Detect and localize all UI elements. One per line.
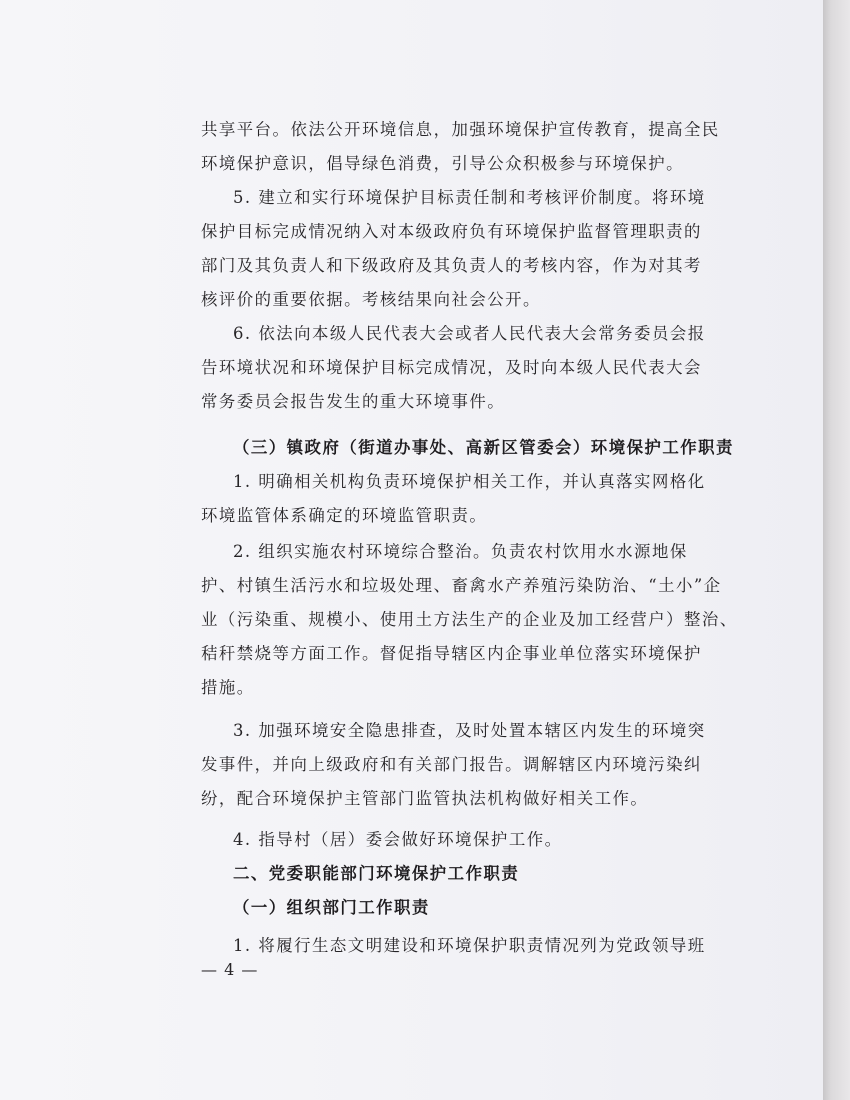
text-line: 核评价的重要依据。考核结果向社会公开。 xyxy=(201,290,541,309)
text-line: 秸秆禁烧等方面工作。督促指导辖区内企事业单位落实环境保护 xyxy=(201,644,702,663)
text-line: 3. 加强环境安全隐患排查，及时处置本辖区内发生的环境突 xyxy=(233,721,706,740)
text-line: 部门及其负责人和下级政府及其负责人的考核内容，作为对其考 xyxy=(201,256,702,275)
text-line: 共享平台。依法公开环境信息，加强环境保护宣传教育，提高全民 xyxy=(201,120,720,139)
text-line: 1. 明确相关机构负责环境保护相关工作，并认真落实网格化 xyxy=(233,472,706,491)
text-line: 措施。 xyxy=(201,678,255,697)
text-line: 常务委员会报告发生的重大环境事件。 xyxy=(201,392,506,411)
text-line: 4. 指导村（居）委会做好环境保护工作。 xyxy=(233,830,563,849)
text-line: 保护目标完成情况纳入对本级政府负有环境保护监督管理职责的 xyxy=(201,222,702,241)
section-heading: （三）镇政府（街道办事处、高新区管委会）环境保护工作职责 xyxy=(233,438,734,457)
scan-edge xyxy=(823,0,850,1100)
text-line: 1. 将履行生态文明建设和环境保护职责情况列为党政领导班 xyxy=(233,936,706,955)
text-line: 业（污染重、规模小、使用土方法生产的企业及加工经营户）整治、 xyxy=(201,610,738,629)
text-line: 告环境状况和环境保护目标完成情况，及时向本级人民代表大会 xyxy=(201,358,702,377)
text-line: 5. 建立和实行环境保护目标责任制和考核评价制度。将环境 xyxy=(233,188,706,207)
section-heading: 二、党委职能部门环境保护工作职责 xyxy=(233,864,520,883)
text-line: 2. 组织实施农村环境综合整治。负责农村饮用水水源地保 xyxy=(233,542,688,561)
text-line: 护、村镇生活污水和垃圾处理、畜禽水产养殖污染防治、“土小”企 xyxy=(201,576,722,595)
text-line: 环境保护意识，倡导绿色消费，引导公众积极参与环境保护。 xyxy=(201,154,685,173)
subsection-heading: （一）组织部门工作职责 xyxy=(233,898,430,917)
text-line: 环境监管体系确定的环境监管职责。 xyxy=(201,506,488,525)
page-number: — 4 — xyxy=(201,960,259,979)
text-line: 发事件，并向上级政府和有关部门报告。调解辖区内环境污染纠 xyxy=(201,755,702,774)
text-line: 纷，配合环境保护主管部门监管执法机构做好相关工作。 xyxy=(201,789,649,808)
text-line: 6. 依法向本级人民代表大会或者人民代表大会常务委员会报 xyxy=(233,324,706,343)
